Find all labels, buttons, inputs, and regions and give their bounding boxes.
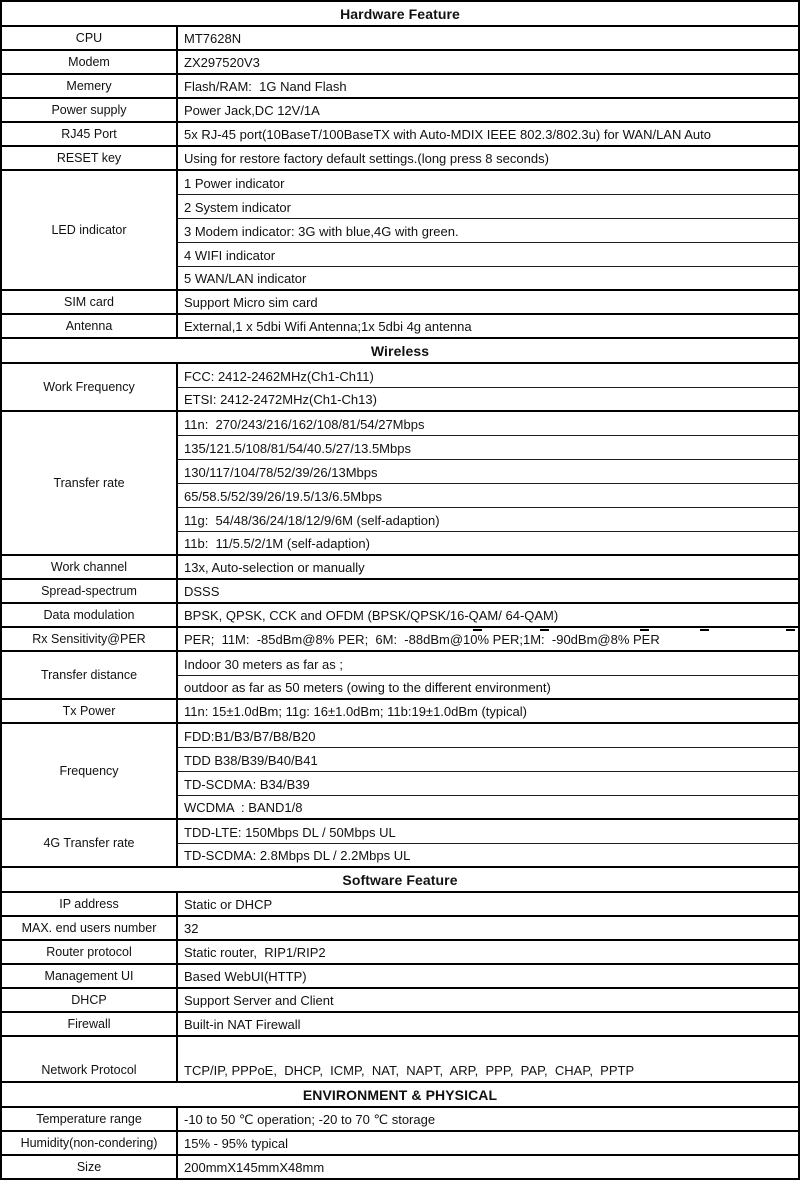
spec-value: BPSK, QPSK, CCK and OFDM (BPSK/QPSK/16-QAM/ 64-QAM) bbox=[177, 603, 799, 627]
spec-label: Temperature range bbox=[1, 1107, 177, 1131]
spec-value: 11g: 54/48/36/24/18/12/9/6M (self-adaption) bbox=[177, 507, 799, 531]
spec-label: DHCP bbox=[1, 988, 177, 1012]
spec-value: TDD-LTE: 150Mbps DL / 50Mbps UL bbox=[177, 819, 799, 843]
spec-row bbox=[1, 314, 799, 338]
spec-table-body bbox=[1, 1, 799, 1179]
spec-row bbox=[1, 723, 799, 747]
spec-value: 5x RJ-45 port(10BaseT/100BaseTX with Auto-MDIX IEEE 802.3/802.3u) for WAN/LAN Auto bbox=[177, 122, 799, 146]
spec-value: Built-in NAT Firewall bbox=[177, 1012, 799, 1036]
section-header: ENVIRONMENT & PHYSICAL bbox=[1, 1082, 799, 1107]
spec-label: SIM card bbox=[1, 290, 177, 314]
spec-value: TD-SCDMA: 2.8Mbps DL / 2.2Mbps UL bbox=[177, 843, 799, 867]
spec-value: ZX297520V3 bbox=[177, 50, 799, 74]
spec-value: TD-SCDMA: B34/B39 bbox=[177, 771, 799, 795]
spec-label: Antenna bbox=[1, 314, 177, 338]
spec-label: CPU bbox=[1, 26, 177, 50]
spec-label: Spread-spectrum bbox=[1, 579, 177, 603]
spec-value: 11n: 270/243/216/162/108/81/54/27Mbps bbox=[177, 411, 799, 435]
section-header-row bbox=[1, 338, 799, 363]
spec-value: Flash/RAM: 1G Nand Flash bbox=[177, 74, 799, 98]
spec-row bbox=[1, 146, 799, 170]
spec-row bbox=[1, 122, 799, 146]
spec-value: ETSI: 2412-2472MHz(Ch1-Ch13) bbox=[177, 387, 799, 411]
spec-label: Modem bbox=[1, 50, 177, 74]
spec-label: Transfer distance bbox=[1, 651, 177, 699]
spec-label: RJ45 Port bbox=[1, 122, 177, 146]
spec-value: Static router, RIP1/RIP2 bbox=[177, 940, 799, 964]
spec-label: Frequency bbox=[1, 723, 177, 819]
spec-row bbox=[1, 411, 799, 435]
spec-label: Size bbox=[1, 1155, 177, 1179]
spec-row bbox=[1, 170, 799, 194]
spec-value: Support Micro sim card bbox=[177, 290, 799, 314]
spec-value: External,1 x 5dbi Wifi Antenna;1x 5dbi 4g antenna bbox=[177, 314, 799, 338]
section-header-row bbox=[1, 1, 799, 26]
section-header-row bbox=[1, 867, 799, 892]
spec-value: 4 WIFI indicator bbox=[177, 242, 799, 266]
spec-value: 1 Power indicator bbox=[177, 170, 799, 194]
spec-value: 32 bbox=[177, 916, 799, 940]
spec-label: MAX. end users number bbox=[1, 916, 177, 940]
spec-value: 11b: 11/5.5/2/1M (self-adaption) bbox=[177, 531, 799, 555]
spec-value: 135/121.5/108/81/54/40.5/27/13.5Mbps bbox=[177, 435, 799, 459]
spec-value: 200mmX145mmX48mm bbox=[177, 1155, 799, 1179]
spec-value: Using for restore factory default settings.(long press 8 seconds) bbox=[177, 146, 799, 170]
spec-value: Support Server and Client bbox=[177, 988, 799, 1012]
spec-row bbox=[1, 98, 799, 122]
spec-row bbox=[1, 1131, 799, 1155]
spec-value: 2 System indicator bbox=[177, 194, 799, 218]
spec-label: Transfer rate bbox=[1, 411, 177, 555]
spec-label: Network Protocol bbox=[1, 1036, 177, 1082]
spec-label: Data modulation bbox=[1, 603, 177, 627]
spec-value: WCDMA : BAND1/8 bbox=[177, 795, 799, 819]
spec-label: IP address bbox=[1, 892, 177, 916]
spec-row bbox=[1, 916, 799, 940]
spec-row bbox=[1, 651, 799, 675]
spec-row bbox=[1, 603, 799, 627]
spec-label: Power supply bbox=[1, 98, 177, 122]
spec-label: Work channel bbox=[1, 555, 177, 579]
spec-row bbox=[1, 627, 799, 651]
spec-row bbox=[1, 1155, 799, 1179]
spec-value: 130/117/104/78/52/39/26/13Mbps bbox=[177, 459, 799, 483]
spec-label: LED indicator bbox=[1, 170, 177, 290]
spec-value: 13x, Auto-selection or manually bbox=[177, 555, 799, 579]
spec-row bbox=[1, 1036, 799, 1082]
spec-row bbox=[1, 964, 799, 988]
spec-label: Firewall bbox=[1, 1012, 177, 1036]
spec-label: Rx Sensitivity@PER bbox=[1, 627, 177, 651]
spec-row bbox=[1, 1107, 799, 1131]
spec-label: Memery bbox=[1, 74, 177, 98]
spec-value: FDD:B1/B3/B7/B8/B20 bbox=[177, 723, 799, 747]
spec-row bbox=[1, 290, 799, 314]
section-header: Software Feature bbox=[1, 867, 799, 892]
spec-label: RESET key bbox=[1, 146, 177, 170]
spec-row bbox=[1, 1012, 799, 1036]
spec-row bbox=[1, 892, 799, 916]
spec-row bbox=[1, 940, 799, 964]
spec-value: 11n: 15±1.0dBm; 11g: 16±1.0dBm; 11b:19±1.0dBm (typical) bbox=[177, 699, 799, 723]
spec-value: Power Jack,DC 12V/1A bbox=[177, 98, 799, 122]
section-header: Wireless bbox=[1, 338, 799, 363]
spec-row bbox=[1, 50, 799, 74]
spec-row bbox=[1, 819, 799, 843]
spec-label: Work Frequency bbox=[1, 363, 177, 411]
spec-row bbox=[1, 363, 799, 387]
spec-row bbox=[1, 988, 799, 1012]
spec-value: -10 to 50 ℃ operation; -20 to 70 ℃ storage bbox=[177, 1107, 799, 1131]
spec-value: TCP/IP, PPPoE, DHCP, ICMP, NAT, NAPT, ARP, PPP, PAP, CHAP, PPTP bbox=[177, 1036, 799, 1082]
spec-row bbox=[1, 699, 799, 723]
spec-value: Based WebUI(HTTP) bbox=[177, 964, 799, 988]
spec-value: PER; 11M: -85dBm@8% PER; 6M: -88dBm@10% PER;1M: -90dBm@8% PER bbox=[177, 627, 799, 651]
spec-row bbox=[1, 579, 799, 603]
spec-value: Indoor 30 meters as far as ; bbox=[177, 651, 799, 675]
spec-value: TDD B38/B39/B40/B41 bbox=[177, 747, 799, 771]
spec-label: Tx Power bbox=[1, 699, 177, 723]
spec-label: Humidity(non-condering) bbox=[1, 1131, 177, 1155]
spec-value: MT7628N bbox=[177, 26, 799, 50]
spec-value: 3 Modem indicator: 3G with blue,4G with green. bbox=[177, 218, 799, 242]
spec-value: FCC: 2412-2462MHz(Ch1-Ch11) bbox=[177, 363, 799, 387]
spec-row bbox=[1, 26, 799, 50]
spec-row bbox=[1, 555, 799, 579]
spec-label: Management UI bbox=[1, 964, 177, 988]
spec-label: 4G Transfer rate bbox=[1, 819, 177, 867]
spec-value: 5 WAN/LAN indicator bbox=[177, 266, 799, 290]
spec-label: Router protocol bbox=[1, 940, 177, 964]
spec-value: outdoor as far as 50 meters (owing to the different environment) bbox=[177, 675, 799, 699]
spec-value: DSSS bbox=[177, 579, 799, 603]
spec-value: Static or DHCP bbox=[177, 892, 799, 916]
spec-row bbox=[1, 74, 799, 98]
spec-value: 65/58.5/52/39/26/19.5/13/6.5Mbps bbox=[177, 483, 799, 507]
section-header: Hardware Feature bbox=[1, 1, 799, 26]
spec-value: 15% - 95% typical bbox=[177, 1131, 799, 1155]
section-header-row bbox=[1, 1082, 799, 1107]
